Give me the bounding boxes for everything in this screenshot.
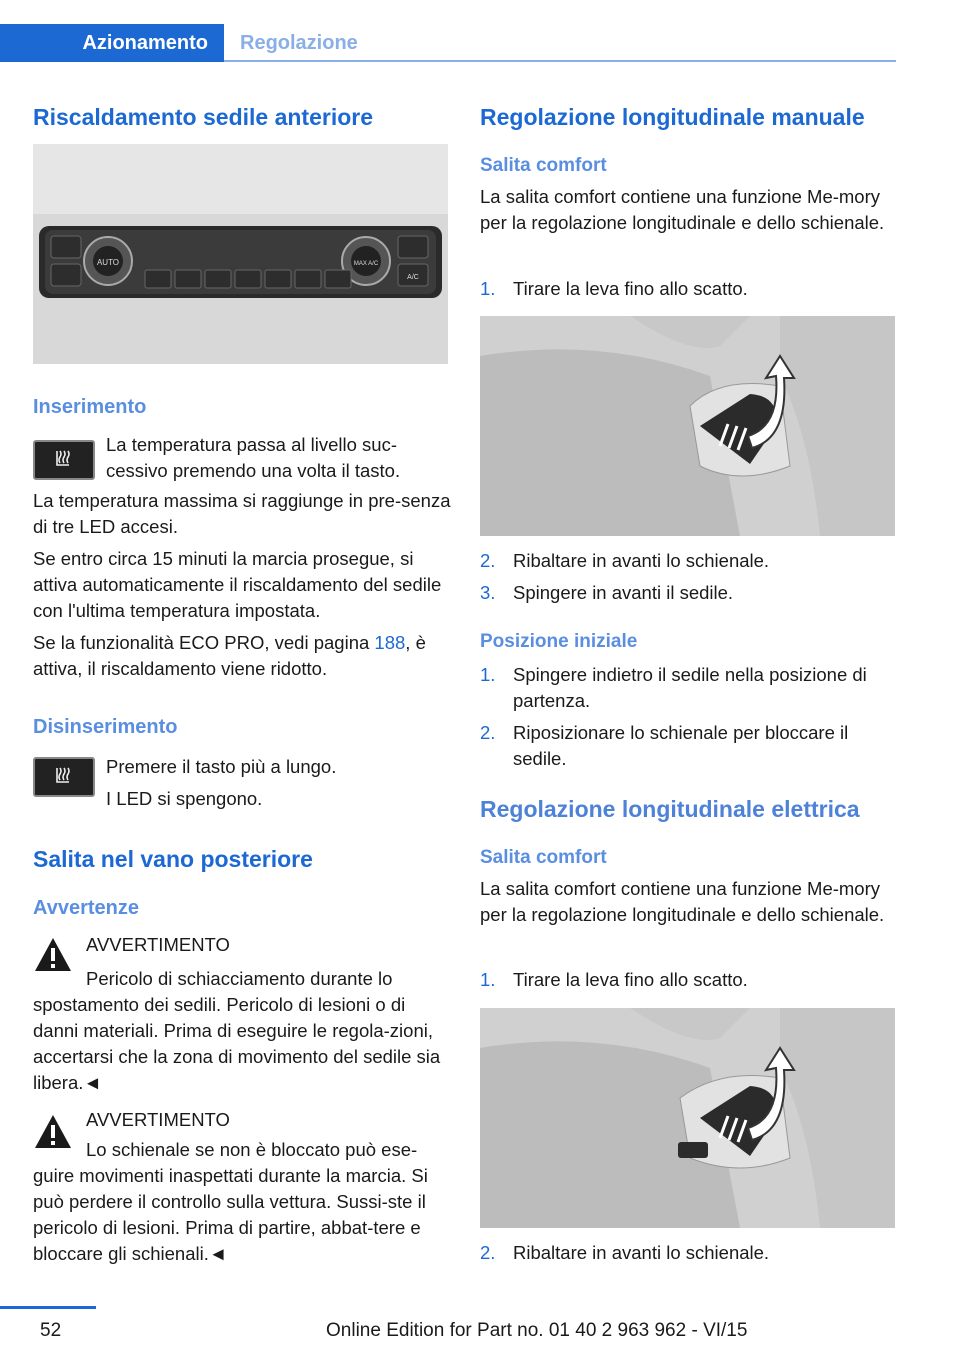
heading-electric-adjust: Regolazione longitudinale elettrica bbox=[480, 796, 860, 822]
tab-azionamento[interactable]: Azionamento bbox=[0, 24, 224, 62]
heading-rear-entry: Salita nel vano posteriore bbox=[33, 846, 313, 872]
heading-switch-off: Disinserimento bbox=[33, 716, 178, 738]
warning-1-text: Pericolo di schiacciamento durante lo spostamento dei sedili. Pericolo di lesioni o di danni materiali. Prima di eseguire le regola-zioni, accertarsi che la zona di movimento del sedile sia libera.◄ bbox=[33, 968, 441, 1093]
leds-off-text: I LED si spengono. bbox=[106, 788, 263, 809]
heading-comfort-entry-2: Salita comfort bbox=[480, 847, 607, 868]
warning-1-title: AVVERTIMENTO bbox=[86, 934, 230, 955]
page-header bbox=[0, 0, 896, 62]
eco-pro-text: Se la funzionalità ECO PRO, vedi pagina 188, è attiva, il riscaldamento viene ridotto. bbox=[33, 632, 426, 679]
header-rule bbox=[224, 60, 896, 62]
footer-rule bbox=[0, 1306, 96, 1309]
max-ac-label: MAX A/C bbox=[353, 261, 379, 267]
page-number: 52 bbox=[40, 1320, 62, 1341]
ac-label: A/C bbox=[407, 274, 419, 281]
switch-off-text: Premere il tasto più a lungo. bbox=[106, 756, 337, 777]
tab-regolazione[interactable]: Regolazione bbox=[240, 31, 358, 54]
warning-2-title: AVVERTIMENTO bbox=[86, 1109, 230, 1130]
climate-panel-drawing bbox=[33, 144, 448, 364]
seat-lever-drawing-2 bbox=[480, 1008, 895, 1228]
start-step-1: 1. Spingere indietro il sedile nella posizione di partenza. bbox=[480, 664, 867, 711]
heading-start-position: Posizione iniziale bbox=[480, 631, 638, 652]
max-temp-text: La temperatura massima si raggiunge in pre-senza di tre LED accesi. bbox=[33, 490, 451, 537]
page-link-188[interactable]: 188 bbox=[374, 632, 406, 653]
seat-lever-figure-2 bbox=[480, 1008, 895, 1228]
seat-heating-button-icon-2 bbox=[33, 757, 95, 797]
warning-2-text: Lo schienale se non è bloccato può ese-guire movimenti inaspettati durante la marcia. Si può perdere il controllo sulla vettura. Sussi-ste il pericolo di lesioni. Prima di partire, abbat-tere e bloccare gli schienali.◄ bbox=[33, 1139, 428, 1264]
comfort-entry-text-2: La salita comfort contiene una funzione Me-mory per la regolazione longitudinale e dello schienale. bbox=[480, 878, 885, 925]
heading-comfort-entry: Salita comfort bbox=[480, 155, 607, 176]
climate-panel-figure bbox=[33, 144, 448, 364]
switch-on-text: La temperatura passa al livello suc-cessivo premendo una volta il tasto. bbox=[106, 434, 401, 481]
heading-warnings: Avvertenze bbox=[33, 897, 139, 919]
auto-label: AUTO bbox=[96, 258, 120, 267]
heading-manual-adjust: Regolazione longitudinale manuale bbox=[480, 104, 865, 130]
comfort-entry-text: La salita comfort contiene una funzione Me-mory per la regolazione longitudinale e dello schienale. bbox=[480, 186, 885, 233]
heading-switch-on: Inserimento bbox=[33, 396, 147, 418]
seat-lever-figure bbox=[480, 316, 895, 536]
auto-resume-text: Se entro circa 15 minuti la marcia prosegue, si attiva automaticamente il riscaldamento del sedile con l'ultima temperatura impostata. bbox=[33, 548, 442, 621]
edition-text: Online Edition for Part no. 01 40 2 963 962 - VI/15 bbox=[326, 1320, 748, 1341]
start-step-2: 2. Riposizionare lo schienale per bloccare il sedile. bbox=[480, 722, 849, 769]
seat-heating-button-icon bbox=[33, 440, 95, 480]
seat-lever-drawing bbox=[480, 316, 895, 536]
heading-seat-heating: Riscaldamento sedile anteriore bbox=[33, 104, 374, 130]
